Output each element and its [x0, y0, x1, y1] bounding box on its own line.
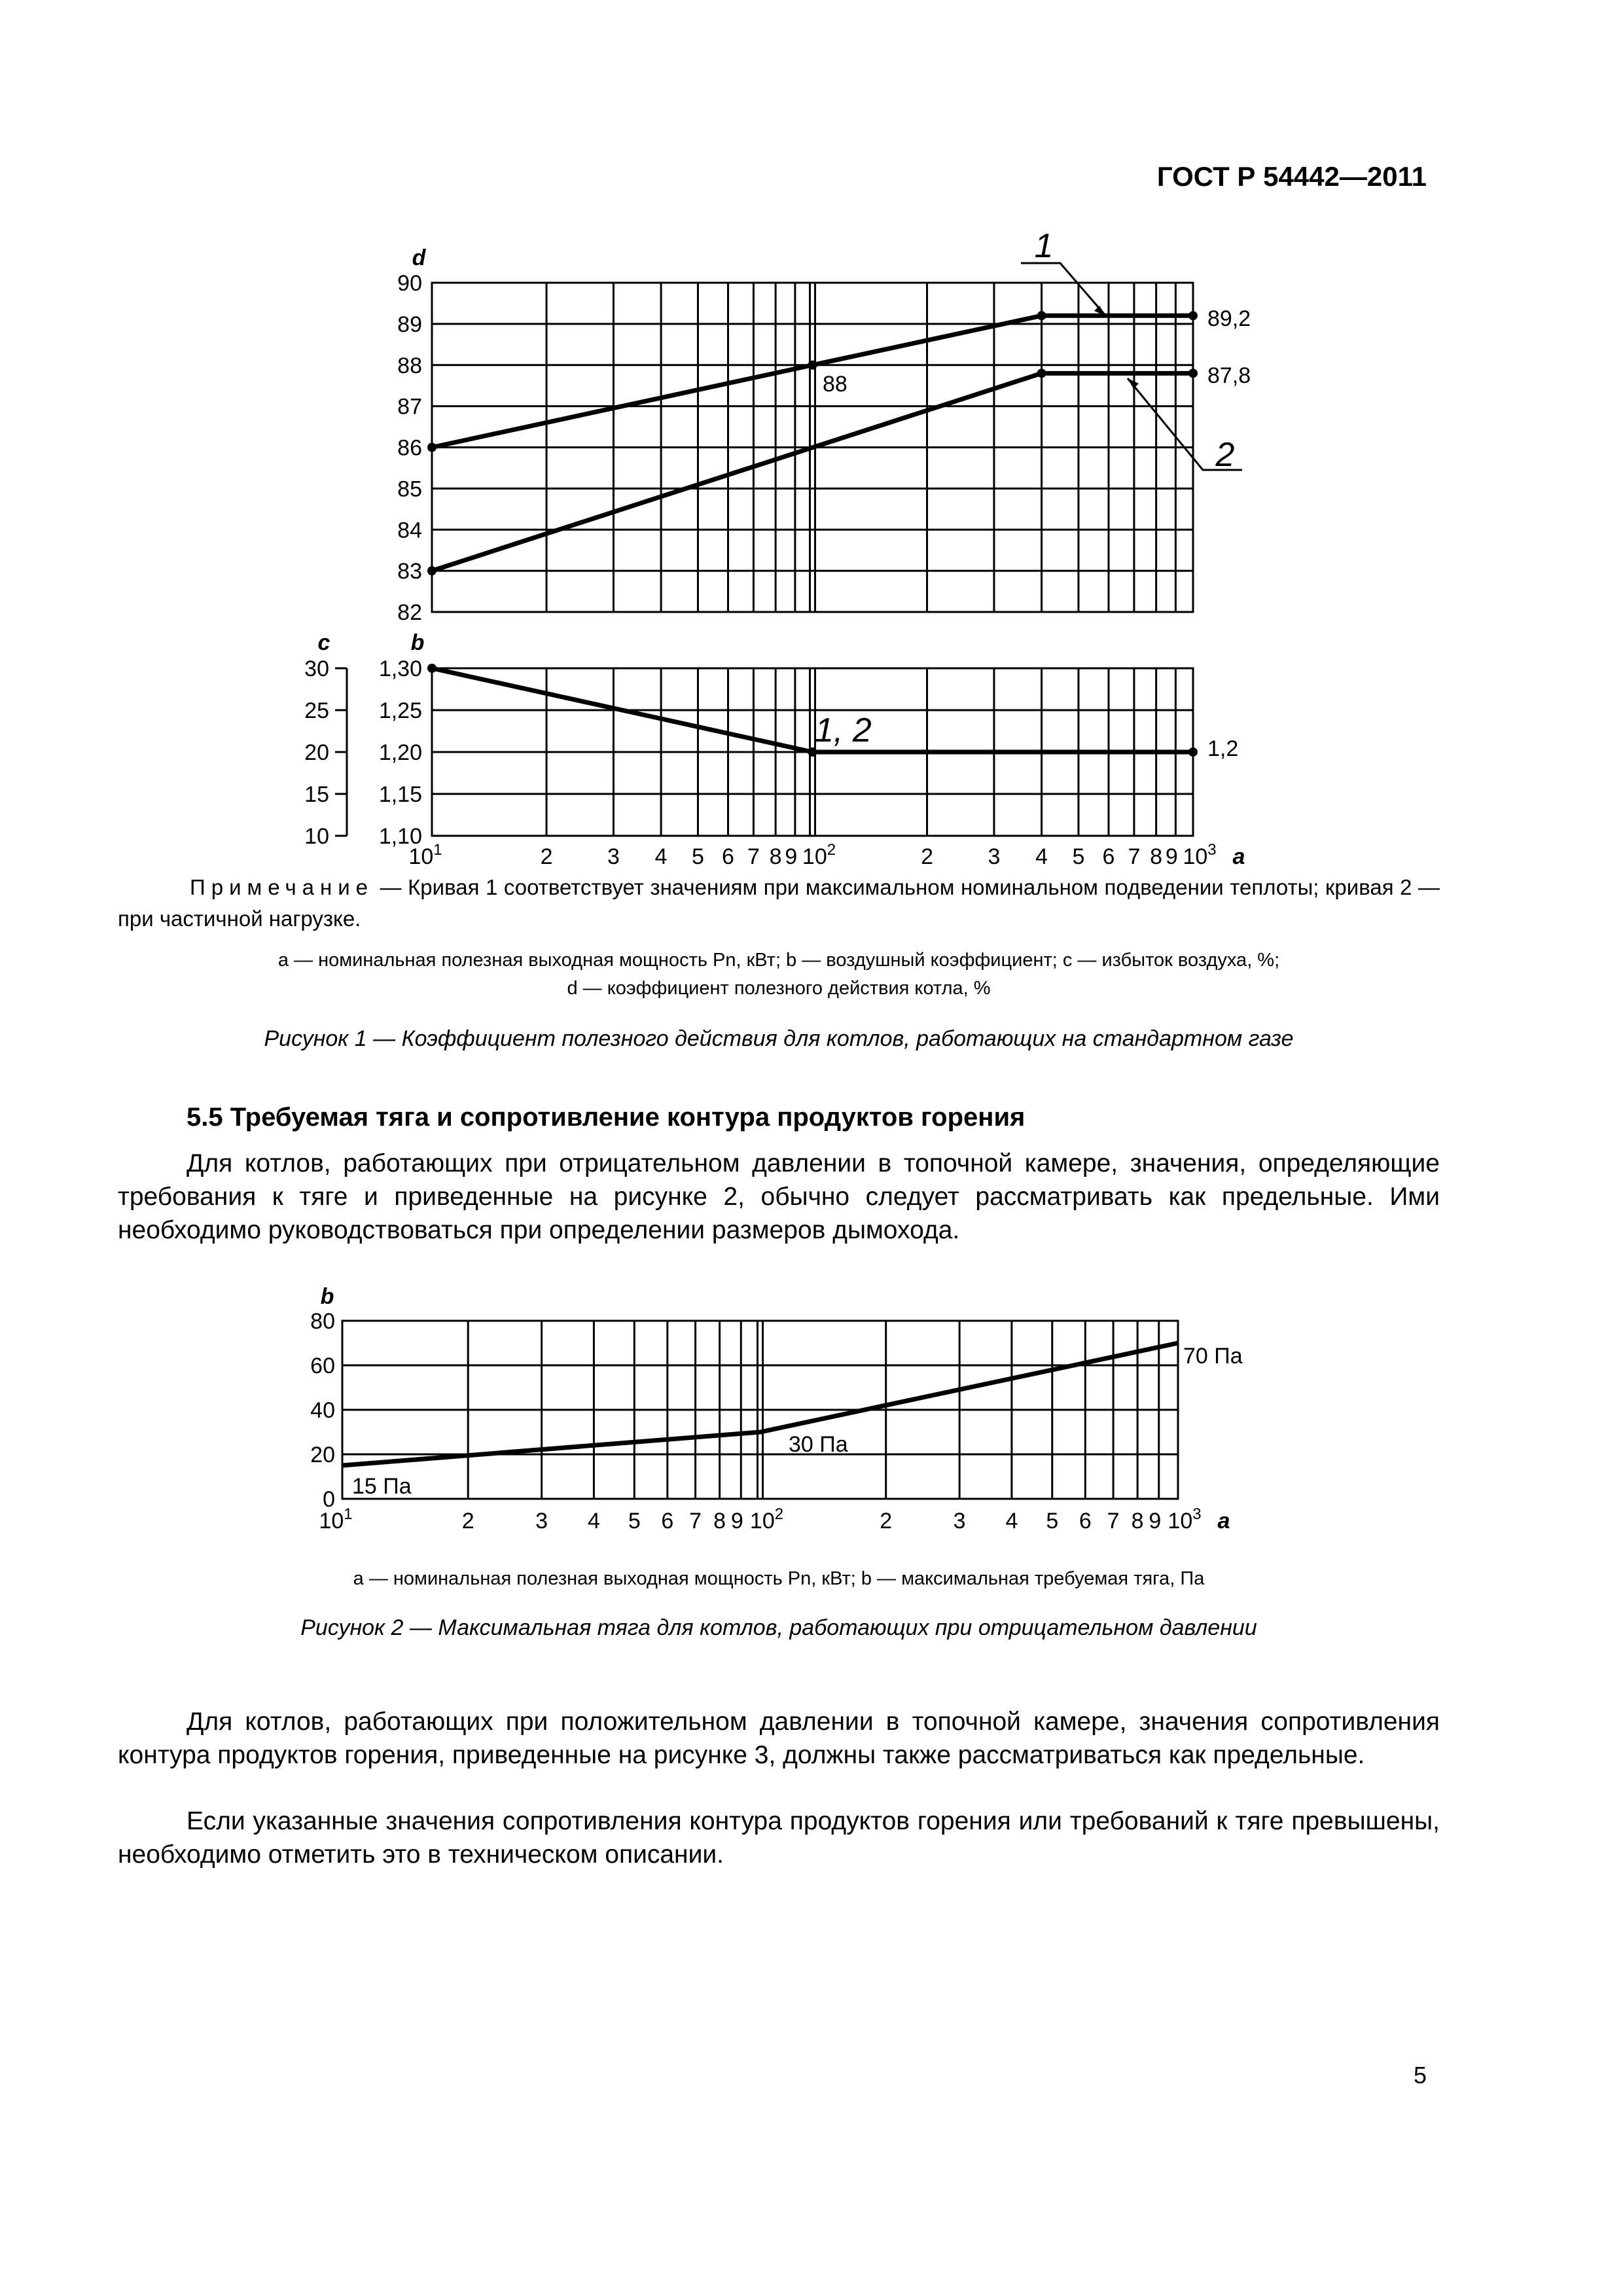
y-axis-letter-c: c [317, 630, 330, 655]
x-tick-label: 5 [628, 1509, 641, 1534]
x-decade-label: $10^1$ [408, 841, 442, 869]
figure-1-caption: Рисунок 1 — Коэффициент полезного действия для котлов, работающих на стандартном газе [264, 1026, 1294, 1051]
paragraph-1: Для котлов, работающих при отрицательном давлении в топочной камере, значения, определяющие требования к тяге и приведенные на рисунке 2, обычно следует рассматривать как предельные. Ими необходимо руководствоваться при определении размеров дымохода. [118, 1149, 1440, 1244]
x-tick-label: 9 [1165, 844, 1178, 869]
y-tick-label: 80 [310, 1309, 335, 1334]
x-axis-ticks [319, 1505, 1230, 1534]
data-point [1188, 311, 1198, 320]
x-decade-label: $10^3$ [1168, 1505, 1202, 1534]
draught-grid [342, 1321, 1178, 1499]
figure-2-legend: a — номинальная полезная выходная мощность Pn, кВт; b — максимальная требуемая тяга, Па [353, 1568, 1205, 1589]
paragraph-3: Если указанные значения сопротивления контура продуктов горения или требований к тяге превышены, необходимо отметить это в техническом описании. [118, 1807, 1440, 1869]
x-tick-label: 2 [461, 1509, 474, 1534]
figure-2-chart [0, 1270, 1623, 1545]
secondary-y-tick-label: 10 [304, 824, 329, 849]
section-heading: 5.5 Требуемая тяга и сопротивление контура продуктов горения [187, 1103, 1026, 1132]
figure-1-chart [0, 223, 1623, 884]
x-tick-label: 8 [713, 1509, 726, 1534]
label-70-pa: 70 Па [1183, 1344, 1243, 1369]
y-tick-label: 1,25 [378, 698, 422, 723]
note-text: — Кривая 1 соответствует значениям при максимальном номинальном подведении теплоты; кривая 2 — при частичной нагрузке. [118, 875, 1440, 931]
secondary-y-tick-label: 20 [304, 740, 329, 765]
x-tick-label: 2 [880, 1509, 893, 1534]
secondary-y-tick-label: 15 [304, 782, 329, 807]
x-tick-label: 9 [730, 1509, 743, 1534]
y-tick-label: 88 [397, 353, 422, 378]
x-tick-label: 5 [1046, 1509, 1059, 1534]
efficiency-curves [427, 311, 1198, 757]
y-tick-label: 83 [397, 559, 422, 584]
point-label-89-2: 89,2 [1207, 306, 1251, 331]
page-number: 5 [1413, 2062, 1427, 2089]
x-tick-label: 8 [769, 844, 782, 869]
air-coefficient-y-ticks [304, 656, 422, 849]
secondary-y-tick-label: 30 [304, 656, 329, 681]
x-tick-label: 3 [607, 844, 620, 869]
draught-y-ticks [310, 1309, 335, 1512]
data-point [808, 361, 817, 370]
paragraph-2: Для котлов, работающих при положительном давлении в топочной камере, значения сопротивления контура продуктов горения, приведенные на рисунке 3, должны также рассматриваться как предельные. [118, 1708, 1440, 1769]
x-tick-label: 6 [1102, 844, 1115, 869]
note-label: Примечание [190, 875, 374, 899]
y-tick-label: 90 [397, 271, 422, 296]
y-tick-label: 1,20 [378, 740, 422, 765]
y-tick-label: 20 [310, 1443, 335, 1467]
x-tick-label: 4 [1035, 844, 1048, 869]
x-tick-label: 7 [747, 844, 760, 869]
figure-2-caption: Рисунок 2 — Максимальная тяга для котлов, работающих при отрицательном давлении [300, 1615, 1257, 1640]
y-tick-label: 1,15 [378, 782, 422, 807]
figure-1-legend-line-1: a — номинальная полезная выходная мощность Pn, кВт; b — воздушный коэффициент; c — избыток воздуха, %; [277, 950, 1280, 971]
y-axis-letter-b: b [320, 1284, 334, 1309]
x-tick-label: 9 [785, 844, 798, 869]
point-label-1-2: 1, 2 [815, 711, 872, 749]
x-tick-label: 3 [988, 844, 1001, 869]
curve-marker-1 [1021, 227, 1106, 316]
data-point [427, 443, 437, 452]
x-decade-label: $10^1$ [319, 1505, 353, 1534]
y-tick-label: 89 [397, 312, 422, 337]
data-point [427, 664, 437, 673]
data-point [1037, 368, 1046, 378]
y-tick-label: 0 [323, 1487, 335, 1512]
x-tick-label: 2 [921, 844, 934, 869]
x-tick-label: 5 [1072, 844, 1085, 869]
y-tick-label: 60 [310, 1354, 335, 1378]
y-tick-label: 1,30 [378, 656, 422, 681]
x-tick-label: 8 [1150, 844, 1163, 869]
x-tick-label: 4 [1005, 1509, 1018, 1534]
y-tick-label: 82 [397, 600, 422, 625]
x-axis-ticks [408, 841, 1245, 869]
x-tick-label: 7 [689, 1509, 702, 1534]
curve-marker-2 [1128, 378, 1242, 474]
x-tick-label: 4 [654, 844, 668, 869]
label-30-pa: 30 Па [789, 1432, 848, 1457]
data-point [1037, 311, 1046, 320]
x-tick-label: 3 [953, 1509, 966, 1534]
efficiency-y-ticks [397, 271, 422, 625]
data-point [1188, 747, 1198, 757]
point-label-1-2-value: 1,2 [1207, 736, 1239, 761]
x-tick-label: 6 [722, 844, 734, 869]
x-tick-label: 9 [1149, 1509, 1162, 1534]
point-label-87-8: 87,8 [1207, 363, 1251, 388]
x-tick-label: 6 [1079, 1509, 1092, 1534]
document-header: ГОСТ Р 54442—2011 [1156, 161, 1427, 192]
y-tick-label: 40 [310, 1398, 335, 1423]
x-tick-label: 7 [1128, 844, 1141, 869]
data-point [427, 566, 437, 575]
x-tick-label: 6 [661, 1509, 674, 1534]
curve-1-label: 1 [1034, 227, 1054, 265]
y-tick-label: 1,10 [378, 824, 422, 849]
figure-1-note [118, 872, 1440, 935]
x-tick-label: 3 [535, 1509, 548, 1534]
x-tick-label: 2 [540, 844, 553, 869]
x-tick-label: 4 [587, 1509, 600, 1534]
x-decade-label: $10^3$ [1183, 841, 1217, 869]
y-axis-letter-d: d [412, 245, 426, 270]
x-tick-label: 7 [1107, 1509, 1120, 1534]
label-15-pa: 15 Па [352, 1474, 412, 1499]
x-tick-label: 8 [1131, 1509, 1144, 1534]
curve-2-label: 2 [1215, 436, 1235, 474]
y-tick-label: 85 [397, 476, 422, 502]
x-axis-letter: a [1232, 844, 1245, 869]
x-decade-label: $10^2$ [749, 1505, 784, 1534]
y-tick-label: 87 [397, 394, 422, 420]
x-axis-letter: a [1217, 1509, 1230, 1534]
data-point [1188, 368, 1198, 378]
y-tick-label: 84 [397, 518, 422, 543]
secondary-y-tick-label: 25 [304, 698, 329, 723]
x-tick-label: 5 [691, 844, 704, 869]
point-label-88: 88 [823, 372, 847, 397]
y-tick-label: 86 [397, 435, 422, 461]
figure-1-legend-line-2: d — коэффициент полезного действия котла, % [567, 978, 991, 999]
y-axis-letter-b: b [410, 630, 425, 655]
x-decade-label: $10^2$ [802, 841, 836, 869]
